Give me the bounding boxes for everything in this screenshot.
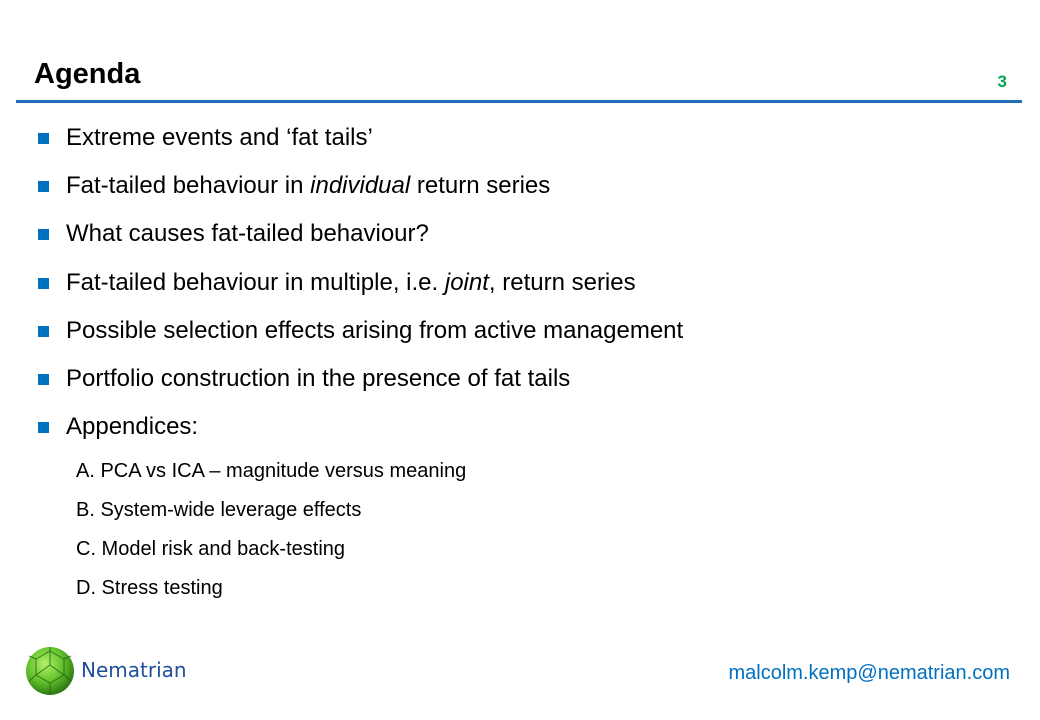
bullet-square-icon xyxy=(38,374,49,385)
agenda-item-text-end: return series xyxy=(410,172,551,200)
bullet-square-icon xyxy=(38,133,49,144)
title-divider xyxy=(16,100,1022,103)
contact-email[interactable]: malcolm.kemp@nematrian.com xyxy=(728,662,1010,684)
appendix-list xyxy=(76,458,466,614)
agenda-item-emphasis: individual xyxy=(310,172,411,200)
agenda-item-text-end: , return series xyxy=(488,268,636,296)
agenda-item-text: Fat-tailed behaviour in xyxy=(66,172,311,200)
appendix-item: A. PCA vs ICA – magnitude versus meaning xyxy=(76,460,467,482)
bullet-square-icon xyxy=(38,326,49,337)
agenda-item xyxy=(38,265,683,313)
bullet-square-icon xyxy=(38,181,49,192)
bullet-square-icon xyxy=(38,229,49,240)
agenda-item xyxy=(38,216,683,264)
agenda-item xyxy=(38,120,683,168)
agenda-item-text: Appendices: xyxy=(66,413,199,441)
agenda-item xyxy=(38,361,683,409)
agenda-item-text: Possible selection effects arising from active management xyxy=(66,316,684,344)
bullet-square-icon xyxy=(38,278,49,289)
agenda-item-text: What causes fat-tailed behaviour? xyxy=(66,220,429,248)
slide-title: Agenda xyxy=(34,58,141,90)
agenda-item-emphasis: joint xyxy=(444,268,489,296)
appendix-item: D. Stress testing xyxy=(76,577,223,599)
appendix-item: C. Model risk and back-testing xyxy=(76,538,346,560)
agenda-item-text: Portfolio construction in the presence of fat tails xyxy=(66,364,571,392)
agenda-list xyxy=(38,120,683,457)
brand-name: Nematrian xyxy=(81,658,187,682)
bullet-square-icon xyxy=(38,422,49,433)
page-number: 3 xyxy=(997,72,1007,91)
agenda-item-text: Extreme events and ‘fat tails’ xyxy=(66,124,373,151)
agenda-item xyxy=(38,168,683,216)
appendix-item: B. System-wide leverage effects xyxy=(76,499,362,521)
agenda-item-text: Fat-tailed behaviour in multiple, i.e. xyxy=(66,268,445,296)
green-polyhedron-icon xyxy=(24,645,76,697)
agenda-item xyxy=(38,313,683,361)
agenda-item xyxy=(38,409,683,457)
